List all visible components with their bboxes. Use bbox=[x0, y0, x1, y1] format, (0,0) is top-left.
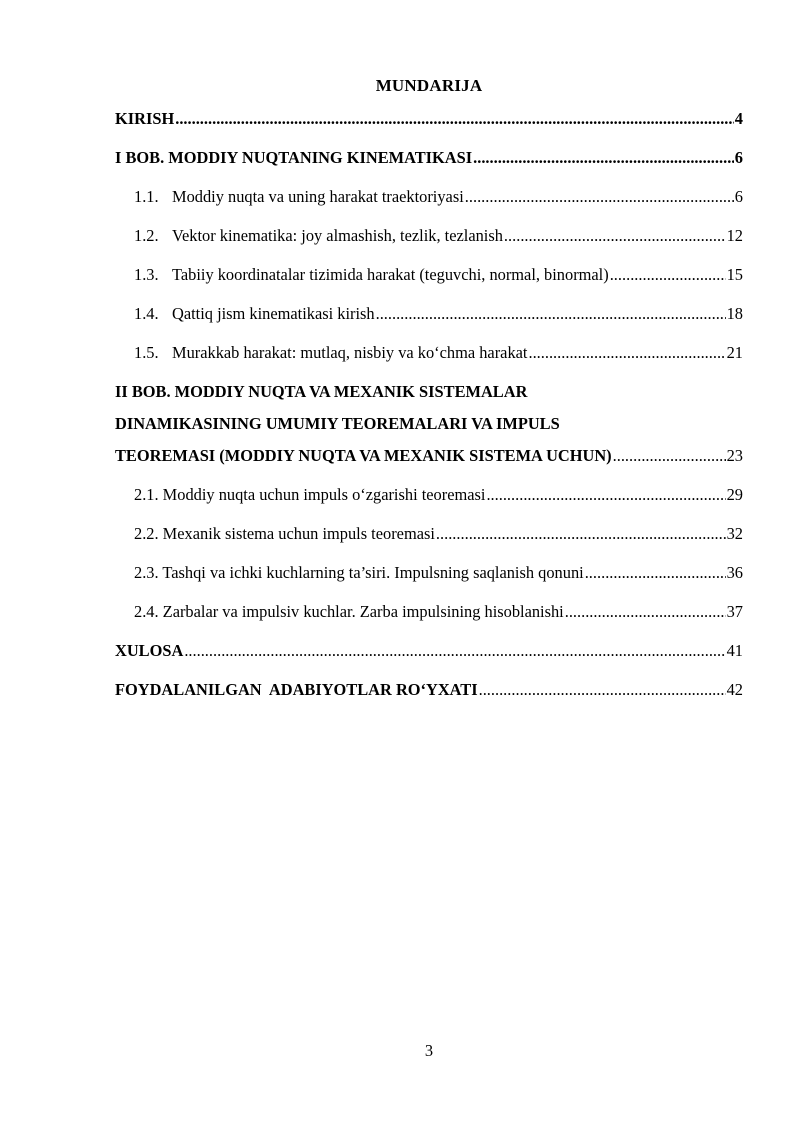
toc-entry-label-line-2: DINAMIKASINING UMUMIY TEOREMALARI VA IMPULS bbox=[115, 414, 560, 433]
toc-entry-page: 21 bbox=[726, 343, 743, 362]
page-number: 3 bbox=[424, 1041, 434, 1060]
toc-entry-label: Tabiiy koordinatalar tizimida harakat (teguvchi, normal, binormal) bbox=[172, 265, 609, 284]
toc-entry-label: I BOB. MODDIY NUQTANING KINEMATIKASI bbox=[115, 148, 473, 167]
toc-entry-page: 4 bbox=[734, 109, 743, 128]
toc-entry-page: 6 bbox=[734, 187, 743, 206]
toc-entry-1-5[interactable] bbox=[115, 342, 743, 364]
toc-entry-bob1[interactable] bbox=[115, 147, 743, 169]
table-of-contents bbox=[115, 108, 743, 701]
toc-entry-page: 42 bbox=[726, 680, 743, 699]
toc-entry-page: 12 bbox=[726, 226, 743, 245]
toc-entry-page: 23 bbox=[726, 446, 743, 465]
toc-entry-number: 1.3. bbox=[134, 265, 159, 284]
toc-entry-2-3[interactable] bbox=[115, 562, 743, 584]
toc-entry-2-4[interactable] bbox=[115, 601, 743, 623]
toc-entry-page: 41 bbox=[726, 641, 743, 660]
toc-entry-label-line-1: II BOB. MODDIY NUQTA VA MEXANIK SISTEMALAR bbox=[115, 382, 528, 401]
toc-entry-label: Qattiq jism kinematikasi kirish bbox=[172, 304, 375, 323]
toc-entry-label: KIRISH bbox=[115, 109, 175, 128]
toc-entry-label-line-3: TEOREMASI (MODDIY NUQTA VA MEXANIK SISTEMA UCHUN) bbox=[115, 446, 612, 465]
toc-leader-dots bbox=[565, 601, 726, 623]
toc-entry-page: 15 bbox=[726, 265, 743, 284]
toc-entry-label: Vektor kinematika: joy almashish, tezlik, tezlanish bbox=[172, 226, 503, 245]
toc-entry-page: 37 bbox=[726, 602, 743, 621]
toc-entry-xulosa[interactable] bbox=[115, 640, 743, 662]
toc-title: MUNDARIJA bbox=[375, 76, 483, 95]
toc-leader-dots bbox=[376, 303, 726, 325]
toc-leader-dots bbox=[436, 523, 726, 545]
toc-entry-number: 1.1. bbox=[134, 187, 159, 206]
toc-entry-1-2[interactable] bbox=[115, 225, 743, 247]
toc-entry-page: 18 bbox=[726, 304, 743, 323]
toc-entry-label: 2.2. Mexanik sistema uchun impuls teoremasi bbox=[134, 524, 435, 543]
toc-leader-dots bbox=[528, 342, 725, 364]
toc-leader-dots bbox=[175, 108, 734, 130]
toc-leader-dots bbox=[613, 445, 726, 467]
toc-entry-page: 29 bbox=[726, 485, 743, 504]
toc-entry-number: 1.4. bbox=[134, 304, 159, 323]
toc-entry-1-3[interactable] bbox=[115, 264, 743, 286]
toc-leader-dots bbox=[473, 147, 734, 169]
toc-entry-number: 1.2. bbox=[134, 226, 159, 245]
toc-entry-label: Murakkab harakat: mutlaq, nisbiy va ko‘chma harakat bbox=[172, 343, 528, 362]
toc-leader-dots bbox=[479, 679, 726, 701]
toc-leader-dots bbox=[184, 640, 725, 662]
toc-entry-label: XULOSA bbox=[115, 641, 184, 660]
toc-entry-adabiyotlar[interactable] bbox=[115, 679, 743, 701]
toc-entry-page: 32 bbox=[726, 524, 743, 543]
toc-entry-label: Moddiy nuqta va uning harakat traektoriyasi bbox=[172, 187, 464, 206]
toc-entry-1-1[interactable] bbox=[115, 186, 743, 208]
toc-entry-label: 2.3. Tashqi va ichki kuchlarning ta’siri. Impulsning saqlanish qonuni bbox=[134, 563, 584, 582]
toc-leader-dots bbox=[465, 186, 734, 208]
toc-leader-dots bbox=[504, 225, 726, 247]
toc-entry-label: 2.1. Moddiy nuqta uchun impuls o‘zgarishi teoremasi bbox=[134, 485, 486, 504]
toc-entry-label: 2.4. Zarbalar va impulsiv kuchlar. Zarba impulsining hisoblanishi bbox=[134, 602, 564, 621]
toc-entry-kirish[interactable] bbox=[115, 108, 743, 130]
toc-entry-number: 1.5. bbox=[134, 343, 159, 362]
toc-entry-page: 36 bbox=[726, 563, 743, 582]
toc-entry-label: FOYDALANILGAN ADABIYOTLAR RO‘YXATI bbox=[115, 680, 478, 699]
toc-entry-2-2[interactable] bbox=[115, 523, 743, 545]
toc-entry-page: 6 bbox=[734, 148, 743, 167]
toc-leader-dots bbox=[610, 264, 726, 286]
toc-entry-1-4[interactable] bbox=[115, 303, 743, 325]
toc-entry-2-1[interactable] bbox=[115, 484, 743, 506]
toc-leader-dots bbox=[486, 484, 725, 506]
toc-entry-bob2[interactable] bbox=[115, 381, 743, 467]
toc-leader-dots bbox=[585, 562, 726, 584]
